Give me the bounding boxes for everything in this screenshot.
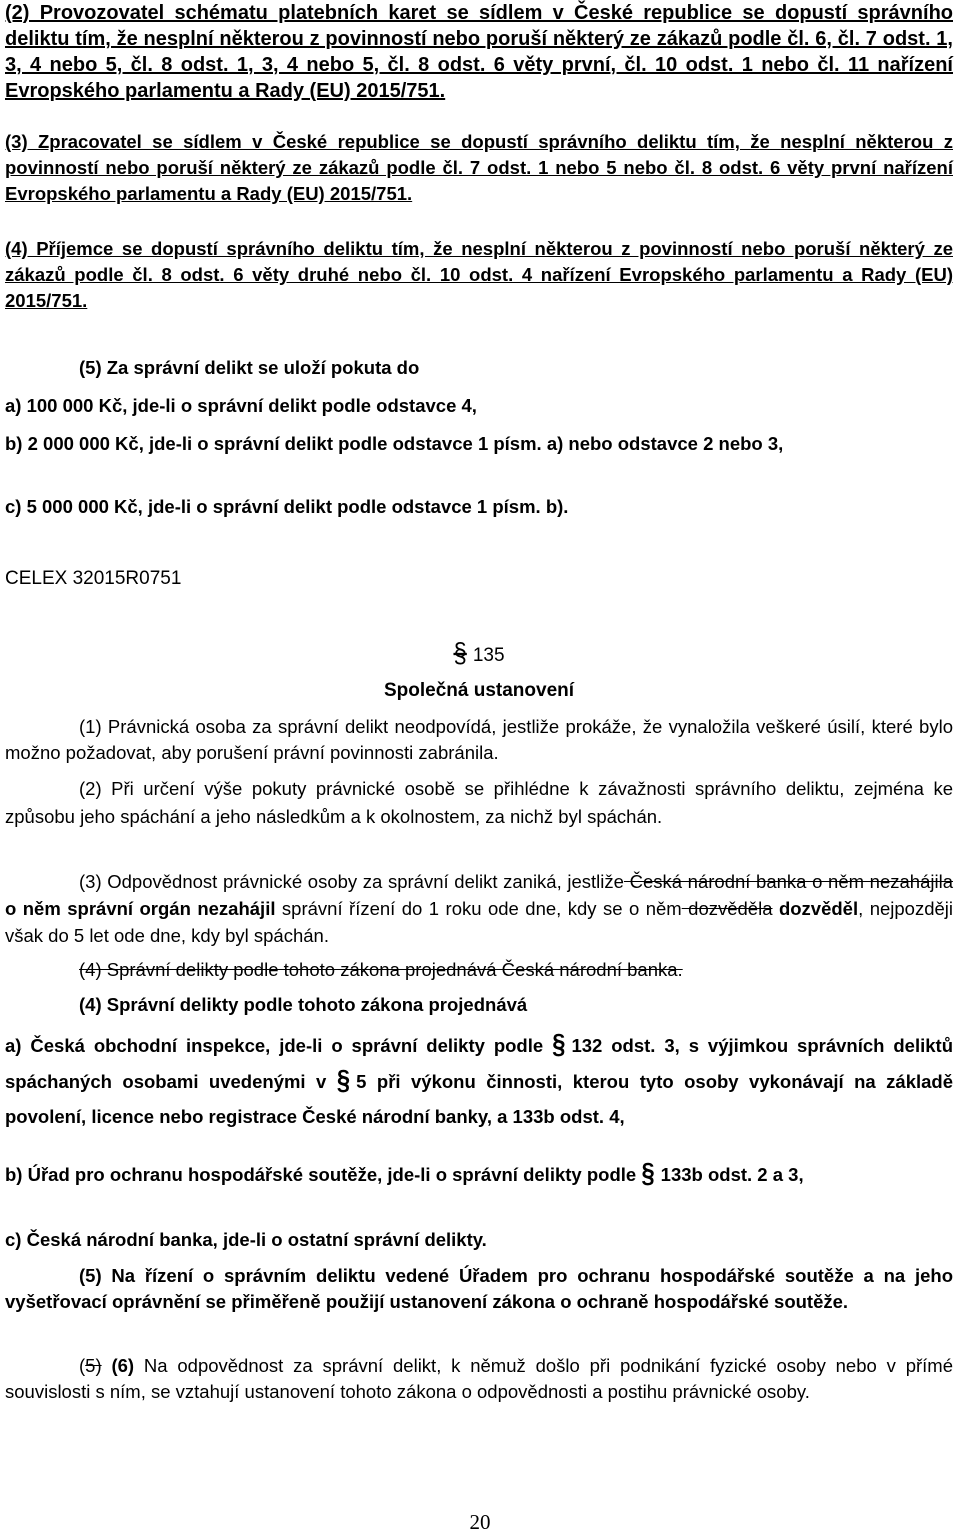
section-number: 135 bbox=[472, 645, 505, 666]
page-number: 20 bbox=[469, 1510, 491, 1534]
section-paragraph-4-item-a bbox=[5, 1027, 953, 1134]
paragraph-4: (4) Příjemce se dopustí správního deliktu tím, že nesplní některou z povinností nebo poruší některý ze zákazů podle čl. 8 odst. 6 věty druhé nebo čl. 10 odst. 4 nařízení Evropského parlamentu a Rady (EU) 2015/751. bbox=[5, 238, 953, 311]
inserted-text: (6) bbox=[101, 1355, 135, 1376]
section-paragraph-4-deleted: (4) Správní delikty podle tohoto zákona projednává Česká národní banka. bbox=[79, 959, 683, 980]
section-heading bbox=[5, 637, 953, 669]
item-a-text: 132 odst. 3, s výjimkou správních deliktů spáchaných osobami uvedenými v bbox=[5, 1035, 954, 1092]
paragraph-5-item-b: b) 2 000 000 Kč, jde-li o správní delikt podle odstavce 1 písm. a) nebo odstavce 2 nebo 3, bbox=[5, 433, 784, 454]
paragraph-2: (2) Provozovatel schématu platebních karet se sídlem v České republice se dopustí správního deliktu tím, že nesplní některou z povinností nebo poruší některý ze zákazů podle čl. 6, čl. 7 odst. 1, 3, 4 nebo 5, čl. 8 odst. 1, 3, 4 nebo 5, čl. 8 odst. 6 věty první, čl. 10 odst. 1 nebo čl. 11 nařízení Evropského parlamentu a Rady (EU) 2015/751. bbox=[5, 2, 953, 102]
section-paragraph-4-item-b bbox=[5, 1159, 953, 1189]
deleted-text: dozvěděla bbox=[681, 898, 773, 919]
item-b-text: 133b odst. 2 a 3, bbox=[660, 1164, 804, 1185]
section-paragraph-3 bbox=[5, 868, 953, 949]
paragraph-6-open: ( bbox=[79, 1355, 86, 1376]
item-b-text: b) Úřad pro ochranu hospodářské soutěže, jde-li o správní delikty podle bbox=[5, 1164, 637, 1185]
section-symbol: § bbox=[453, 637, 467, 669]
deleted-text: 5) bbox=[85, 1355, 102, 1376]
section-paragraph-5: (5) Na řízení o správním deliktu vedené Úřadem pro ochranu hospodářské soutěže a na jeho vyšetřovací oprávnění se přiměřeně použijí ustanovení zákona o ochraně hospodářské soutěže. bbox=[5, 1265, 953, 1312]
paragraph-3-text: správní řízení do 1 roku ode dne, kdy se o něm bbox=[275, 898, 682, 919]
section-title: Společná ustanovení bbox=[383, 680, 575, 701]
section-paragraph-1: (1) Právnická osoba za správní delikt neodpovídá, jestliže prokáže, že vynaložila veškeré úsilí, které bylo možno požadovat, aby porušení právní povinnosti zabránila. bbox=[5, 716, 953, 763]
paragraph-3-text: (3) Odpovědnost právnické osoby za správní delikt zaniká, jestliže bbox=[79, 871, 624, 892]
deleted-text: Česká národní banka o něm nezahájila bbox=[623, 871, 953, 892]
celex-reference: CELEX 32015R0751 bbox=[5, 568, 182, 589]
paragraph-5-item-a: a) 100 000 Kč, jde-li o správní delikt podle odstavce 4, bbox=[5, 395, 477, 416]
paragraph-5-item-c: c) 5 000 000 Kč, jde-li o správní delikt podle odstavce 1 písm. b). bbox=[5, 496, 569, 517]
section-symbol: § bbox=[552, 1028, 566, 1061]
item-a-text: a) Česká obchodní inspekce, jde-li o správní delikty podle bbox=[5, 1035, 544, 1056]
inserted-text: o něm správní orgán nezahájil bbox=[5, 898, 276, 919]
item-a-text: 5 při výkonu činnosti, kterou tyto osoby vykonávají na základě povolení, licence nebo registrace České národní banky, a 133b odst. 4, bbox=[5, 1071, 954, 1127]
paragraph-3: (3) Zpracovatel se sídlem v České republice se dopustí správního deliktu tím, že nesplní některou z povinností nebo poruší některý ze zákazů podle čl. 7 odst. 1 nebo 5 nebo čl. 8 odst. 6 věty první nařízení Evropského parlamentu a Rady (EU) 2015/751. bbox=[5, 131, 953, 204]
section-paragraph-6 bbox=[5, 1353, 953, 1405]
section-symbol: § bbox=[641, 1157, 655, 1190]
inserted-text: dozvěděl bbox=[772, 898, 859, 919]
paragraph-3-text: , nejpozději však do 5 let ode dne, kdy byl spáchán. bbox=[5, 898, 954, 946]
paragraph-6-text: Na odpovědnost za správní delikt, k němuž došlo při podnikání fyzické osoby nebo v přímé souvislosti s ním, se vztahují ustanovení tohoto zákona o odpovědnosti a postihu právnické osoby. bbox=[5, 1355, 953, 1402]
section-paragraph-4-item-c: c) Česká národní banka, jde-li o ostatní správní delikty. bbox=[5, 1229, 487, 1250]
paragraph-5: (5) Za správní delikt se uloží pokuta do bbox=[79, 357, 420, 378]
section-paragraph-4-new: (4) Správní delikty podle tohoto zákona projednává bbox=[79, 994, 528, 1015]
section-paragraph-2: (2) Při určení výše pokuty právnické osobě se přihlédne k závažnosti správního deliktu, zejména ke způsobu jeho spáchání a jeho následkům a k okolnostem, za nichž byl spáchán. bbox=[5, 778, 953, 827]
section-symbol: § bbox=[336, 1064, 351, 1097]
